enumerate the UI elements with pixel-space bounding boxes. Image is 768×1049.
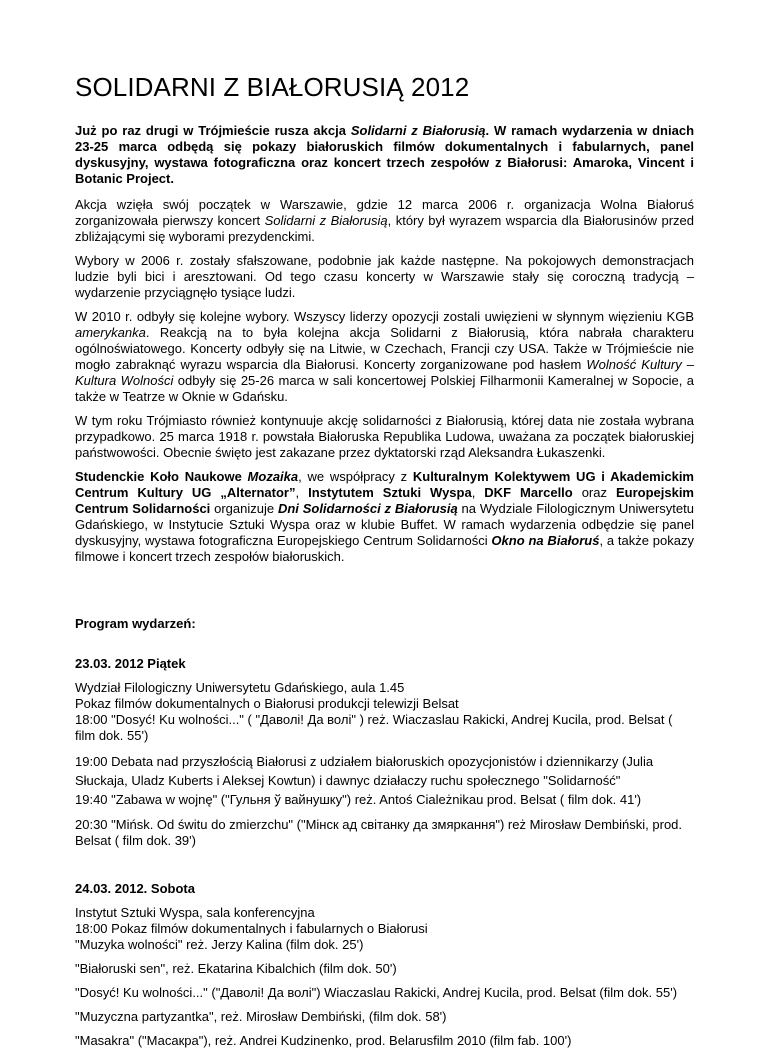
day1-line: 19:40 "Zabawa w wojnę" ("Гульня ў вайнушку") reż. Antoś Ciależnikau prod. Belsat ( film dok. 41') — [75, 792, 642, 807]
day1-block — [75, 680, 694, 744]
lead-paragraph: Już po raz drugi w Trójmieście rusza akcja Solidarni z Białorusią. W ramach wydarzenia w dniach 23-25 marca odbędą się pokazy białoruskich filmów dokumentalnych i fabularnych, panel dyskusyjny, wystawa fotograficzna oraz koncert trzech zespołów z Białorusi: Amaroka, Vincent i Botanic Project. — [75, 123, 695, 186]
day1-line: 18:00 "Dosyć! Ku wolności..." ( "Даволі! Да волі" ) reż. Wiaczaslau Rakicki, Andrej Kucila, prod. Belsat ( film dok. 55') — [75, 712, 673, 743]
film-item: "Muzyczna partyzantka", reż. Mirosław Dembiński, (film dok. 58') — [75, 1009, 447, 1024]
day1-debate-block — [75, 752, 694, 809]
day1-line: Wydział Filologiczny Uniwersytetu Gdańskiego, aula 1.45 — [75, 680, 405, 695]
paragraph-elections-2006: Wybory w 2006 r. zostały sfałszowane, podobnie jak każde następne. Na pokojowych demonstracjach ludzie byli bici i aresztowani. Od tego czasu koncerty w Warszawie stały się coroczną tradycją – wydarzenie przyciągnęło tysiące ludzi. — [75, 253, 694, 300]
day1-heading: 23.03. 2012 Piątek — [75, 656, 186, 671]
day1-final-block: 20:30 "Mińsk. Od świtu do zmierzchu" ("Мінск ад світанку да змяркання") reż Mirosław Dembiński, prod. Belsat ( film dok. 39') — [75, 817, 683, 848]
day2-line: 18:00 Pokaz filmów dokumentalnych i fabularnych o Białorusi — [75, 921, 428, 936]
day2-line: "Muzyka wolności" reż. Jerzy Kalina (film dok. 25') — [75, 937, 364, 952]
page-title: SOLIDARNI Z BIAŁORUSIĄ 2012 — [75, 72, 470, 102]
day2-heading: 24.03. 2012. Sobota — [75, 881, 195, 896]
program-heading: Program wydarzeń: — [75, 616, 196, 631]
day1-line: 19:00 Debata nad przyszłością Białorusi z udziałem białoruskich opozycjonistów i dziennikarzy (Julia Słuckaja, Uladz Kuberts i Aleksej Kowtun) i dawnyc działaczy ruchu społecznego "Solidarność" — [75, 754, 654, 788]
film-item: "Dosyć! Ku wolności..." ("Даволі! Да волі") Wiaczaslau Rakicki, Andrej Kucila, prod. Belsat (film dok. 55') — [75, 985, 678, 1000]
film-item: "Masakra" ("Масакра"), reż. Andrei Kudzinenko, prod. Belarusfilm 2010 (film fab. 100') — [75, 1033, 572, 1048]
day1-line: Pokaz filmów dokumentalnych o Białorusi produkcji telewizji Belsat — [75, 696, 459, 711]
film-item: "Białoruski sen", reż. Ekatarina Kibalchich (film dok. 50') — [75, 961, 397, 976]
paragraph-this-year: W tym roku Trójmiasto również kontynuuje akcję solidarności z Białorusią, której data nie została wybrana przypadkowo. 25 marca 1918 r. powstała Białoruska Republika Ludowa, uważana za początek białoruskiej państwowości. Obecnie święto jest zakazane przez dyktatorski rząd Aleksandra Łukaszenki. — [75, 413, 694, 460]
day2-line: Instytut Sztuki Wyspa, sala konferencyjna — [75, 905, 315, 920]
day2-block — [75, 905, 694, 953]
paragraph-elections-2010: W 2010 r. odbyły się kolejne wybory. Wszyscy liderzy opozycji zostali uwięzieni w słynnym więzieniu KGB amerykanka. Reakcją na to była kolejna akcja Solidarni z Białorusią, która nabrała charakteru ogólnoświatowego. Koncerty odbyły się na Litwie, w Czechach, Francji czy USA. Także w Trójmieście nie mogło zabraknąć wyrazu wsparcia dla Białorusi. Koncerty zorganizowane pod hasłem Wolność Kultury – Kultura Wolności odbyły się 25-26 marca w sali koncertowej Polskiej Filharmonii Kameralnej w Sopocie, a także w Teatrze w Oknie w Gdańsku. — [75, 309, 695, 404]
paragraph-organizers: Studenckie Koło Naukowe Mozaika, we współpracy z Kulturalnym Kolektywem UG i Akademickim Centrum Kultury UG „Alternator”, Instytutem Sztuki Wyspa, DKF Marcello oraz Europejskim Centrum Solidarności organizuje Dni Solidarności z Białorusią na Wydziale Filologicznym Uniwersytetu Gdańskiego, w Instytucie Sztuki Wyspa oraz w klubie Buffet. W ramach wydarzenia odbędzie się panel dyskusyjny, wystawa fotograficzna Europejskiego Centrum Solidarności Okno na Białoruś, a także pokazy filmowe i koncert trzech zespołów białoruskich. — [75, 469, 694, 564]
paragraph-history: Akcja wzięła swój początek w Warszawie, gdzie 12 marca 2006 r. organizacja Wolna Białoruś zorganizowała pierwszy koncert Solidarni z Białorusią, który był wyrazem wsparcia dla Białorusinów przed zbliżającymi się wyborami prezydenckimi. — [75, 197, 694, 244]
